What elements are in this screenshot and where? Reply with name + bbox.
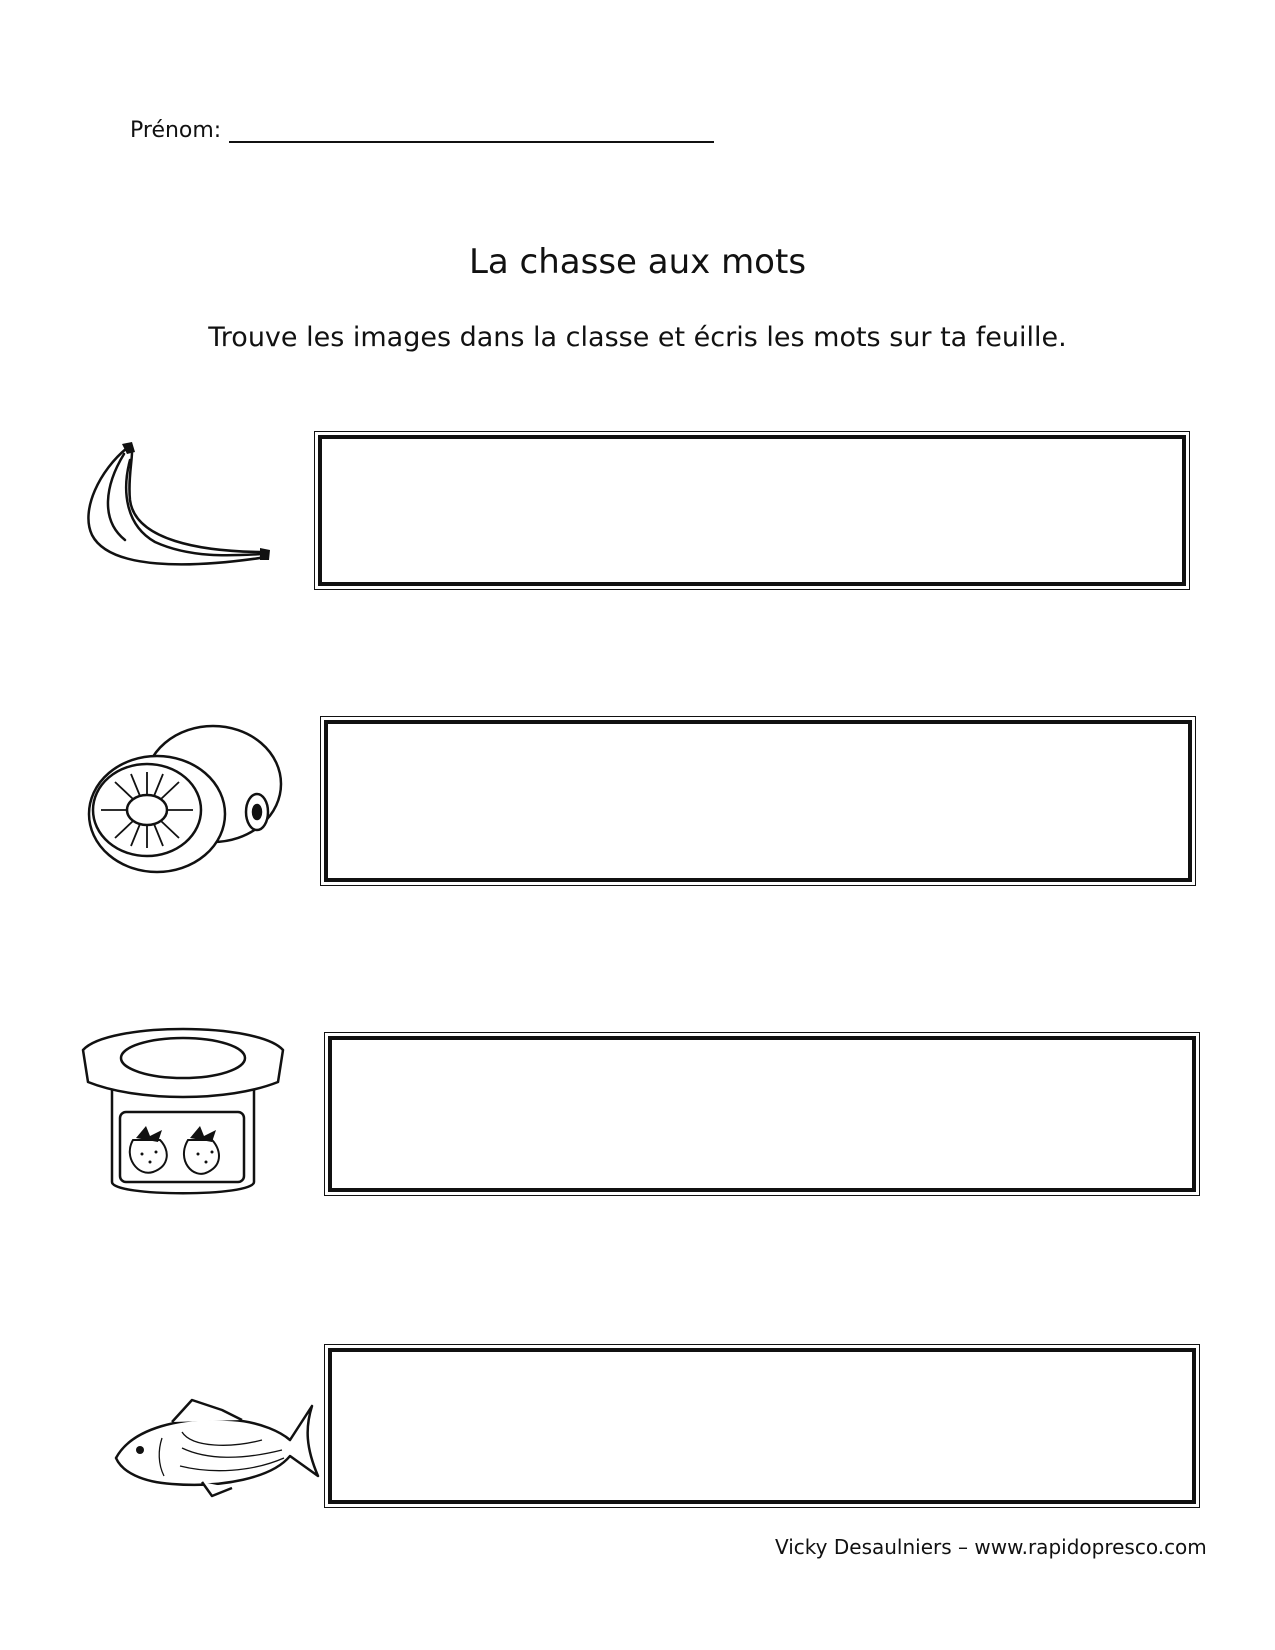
word-box-2[interactable] [324,720,1192,882]
page-title: La chasse aux mots [468,242,807,282]
word-box-4[interactable] [328,1348,1196,1504]
fish-icon [112,1388,322,1498]
name-label: Prénom: [130,118,222,143]
kiwi-icon [85,722,295,877]
name-input-line[interactable] [229,121,714,143]
banana-icon [80,440,280,585]
word-box-1[interactable] [318,435,1186,586]
footer-credit: Vicky Desaulniers – www.rapidopresco.com [775,1535,1207,1559]
word-box-3[interactable] [328,1036,1196,1192]
instructions: Trouve les images dans la classe et écris les mots sur ta feuille. [208,322,1067,353]
name-row [130,118,714,143]
yogurt-icon [78,1012,288,1212]
